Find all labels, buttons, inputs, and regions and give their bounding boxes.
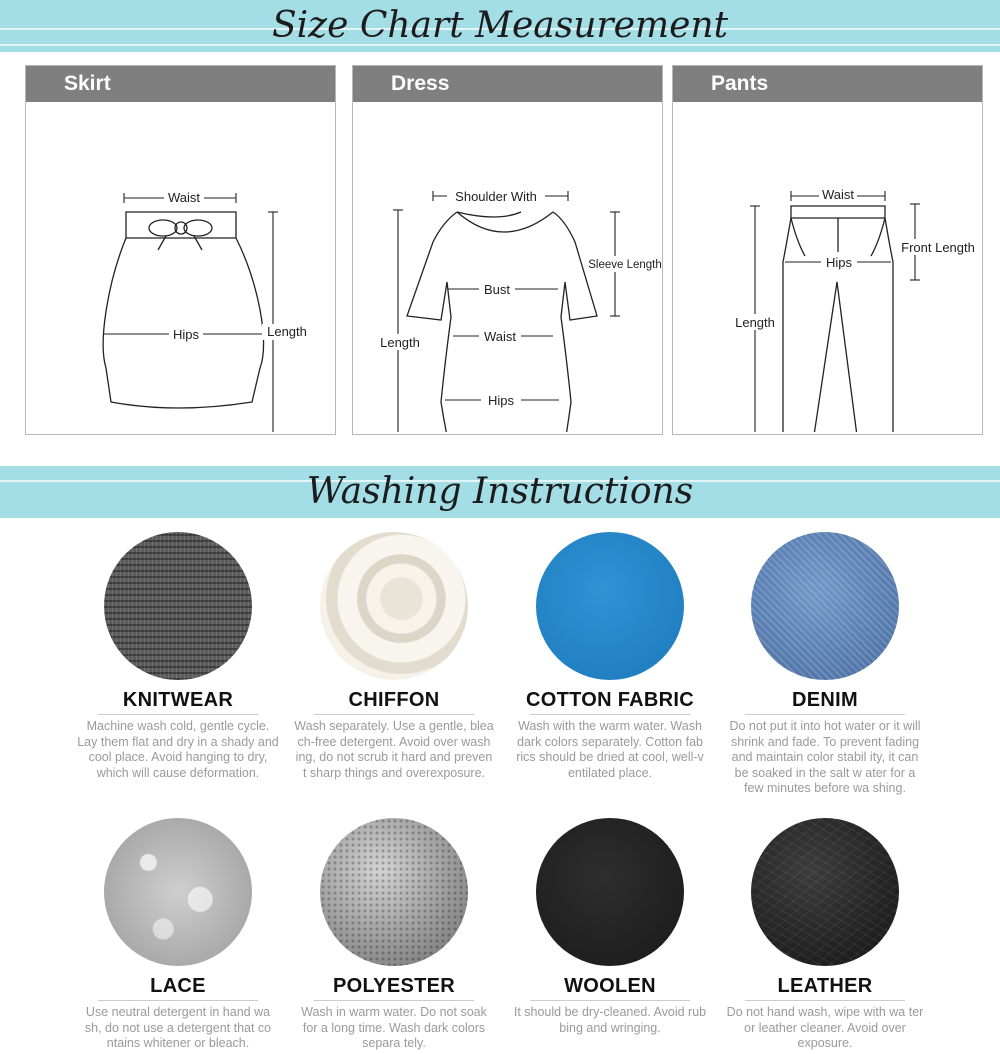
cotton-swatch	[536, 532, 684, 680]
dress-length-label: Length	[380, 335, 420, 350]
washing-item-chiffon	[289, 532, 499, 781]
divider	[530, 1000, 690, 1001]
pants-waist-label: Waist	[821, 187, 855, 202]
leather-swatch	[751, 818, 899, 966]
dress-sleeve-label: Sleeve Length	[588, 259, 662, 271]
dress-panel	[352, 65, 663, 435]
fabric-name: POLYESTER	[333, 975, 455, 997]
fabric-instructions: Use neutral detergent in hand wa sh, do not use a detergent that co ntains whitener or bleach.	[84, 1005, 272, 1050]
dress-bust-label: Bust	[483, 282, 511, 297]
washing-item-lace	[73, 818, 283, 1052]
divider	[98, 1000, 258, 1001]
fabric-name: COTTON FABRIC	[526, 689, 694, 711]
pants-length-label: Length	[735, 315, 775, 330]
woolen-swatch	[536, 818, 684, 966]
skirt-waist-label: Waist	[167, 190, 201, 205]
washing-banner	[0, 466, 1000, 518]
washing-title: Washing Instructions	[306, 471, 694, 512]
dress-hips-label: Hips	[487, 393, 515, 408]
pants-diagram	[673, 102, 982, 432]
skirt-length-label: Length	[267, 324, 307, 339]
fabric-name: DENIM	[792, 689, 858, 711]
chiffon-swatch	[320, 532, 468, 680]
size-chart-title: Size Chart Measurement	[271, 5, 729, 46]
lace-swatch	[104, 818, 252, 966]
pants-hips-label: Hips	[825, 255, 853, 270]
knitwear-swatch	[104, 532, 252, 680]
fabric-name: KNITWEAR	[122, 689, 234, 711]
fabric-name: LEATHER	[777, 975, 873, 997]
fabric-instructions: It should be dry-cleaned. Avoid rub bing and wringing.	[513, 1005, 707, 1035]
size-chart-banner	[0, 0, 1000, 52]
dress-diagram	[353, 102, 662, 432]
fabric-name: CHIFFON	[348, 689, 440, 711]
polyester-swatch	[320, 818, 468, 966]
skirt-panel	[25, 65, 336, 435]
dress-waist-label: Waist	[483, 329, 517, 344]
washing-item-polyester	[289, 818, 499, 1052]
washing-item-knitwear	[73, 532, 283, 781]
pants-panel-title: Pants	[673, 66, 982, 102]
fabric-instructions: Wash with the warm water. Wash dark colors separately. Cotton fab rics should be dried at cool, well-v entilated place.	[516, 719, 704, 780]
washing-item-woolen	[505, 818, 715, 1036]
fabric-name: WOOLEN	[564, 975, 656, 997]
fabric-instructions: Wash in warm water. Do not soak for a long time. Wash dark colors separa tely.	[301, 1005, 487, 1050]
skirt-diagram	[26, 102, 335, 432]
skirt-panel-title: Skirt	[26, 66, 335, 102]
washing-item-cotton-fabric	[505, 532, 715, 781]
pants-front-length-label: Front Length	[901, 240, 975, 255]
divider	[745, 1000, 905, 1001]
dress-panel-title: Dress	[353, 66, 662, 102]
fabric-instructions: Wash separately. Use a gentle, blea ch-free detergent. Avoid over wash ing, do not scrub it hard and preven t sharp things and overexposure.	[294, 719, 494, 780]
washing-item-leather	[720, 818, 930, 1052]
fabric-instructions: Do not put it into hot water or it will shrink and fade. To prevent fading and maintain color stabil ity, it can be soaked in the salt w ater for a few minutes before wa shing.	[729, 719, 921, 795]
skirt-hips-label: Hips	[172, 327, 200, 342]
fabric-instructions: Do not hand wash, wipe with wa ter or leather cleaner. Avoid over exposure.	[726, 1005, 924, 1050]
fabric-instructions: Machine wash cold, gentle cycle. Lay them flat and dry in a shady and cool place. Avoid hanging to dry, which will cause deformation.	[77, 719, 279, 780]
fabric-name: LACE	[150, 975, 206, 997]
denim-swatch	[751, 532, 899, 680]
dress-shoulder-label: Shoulder With	[455, 189, 537, 204]
divider	[314, 1000, 474, 1001]
divider	[530, 714, 690, 715]
divider	[745, 714, 905, 715]
divider	[314, 714, 474, 715]
pants-panel	[672, 65, 983, 435]
divider	[98, 714, 258, 715]
washing-item-denim	[720, 532, 930, 797]
